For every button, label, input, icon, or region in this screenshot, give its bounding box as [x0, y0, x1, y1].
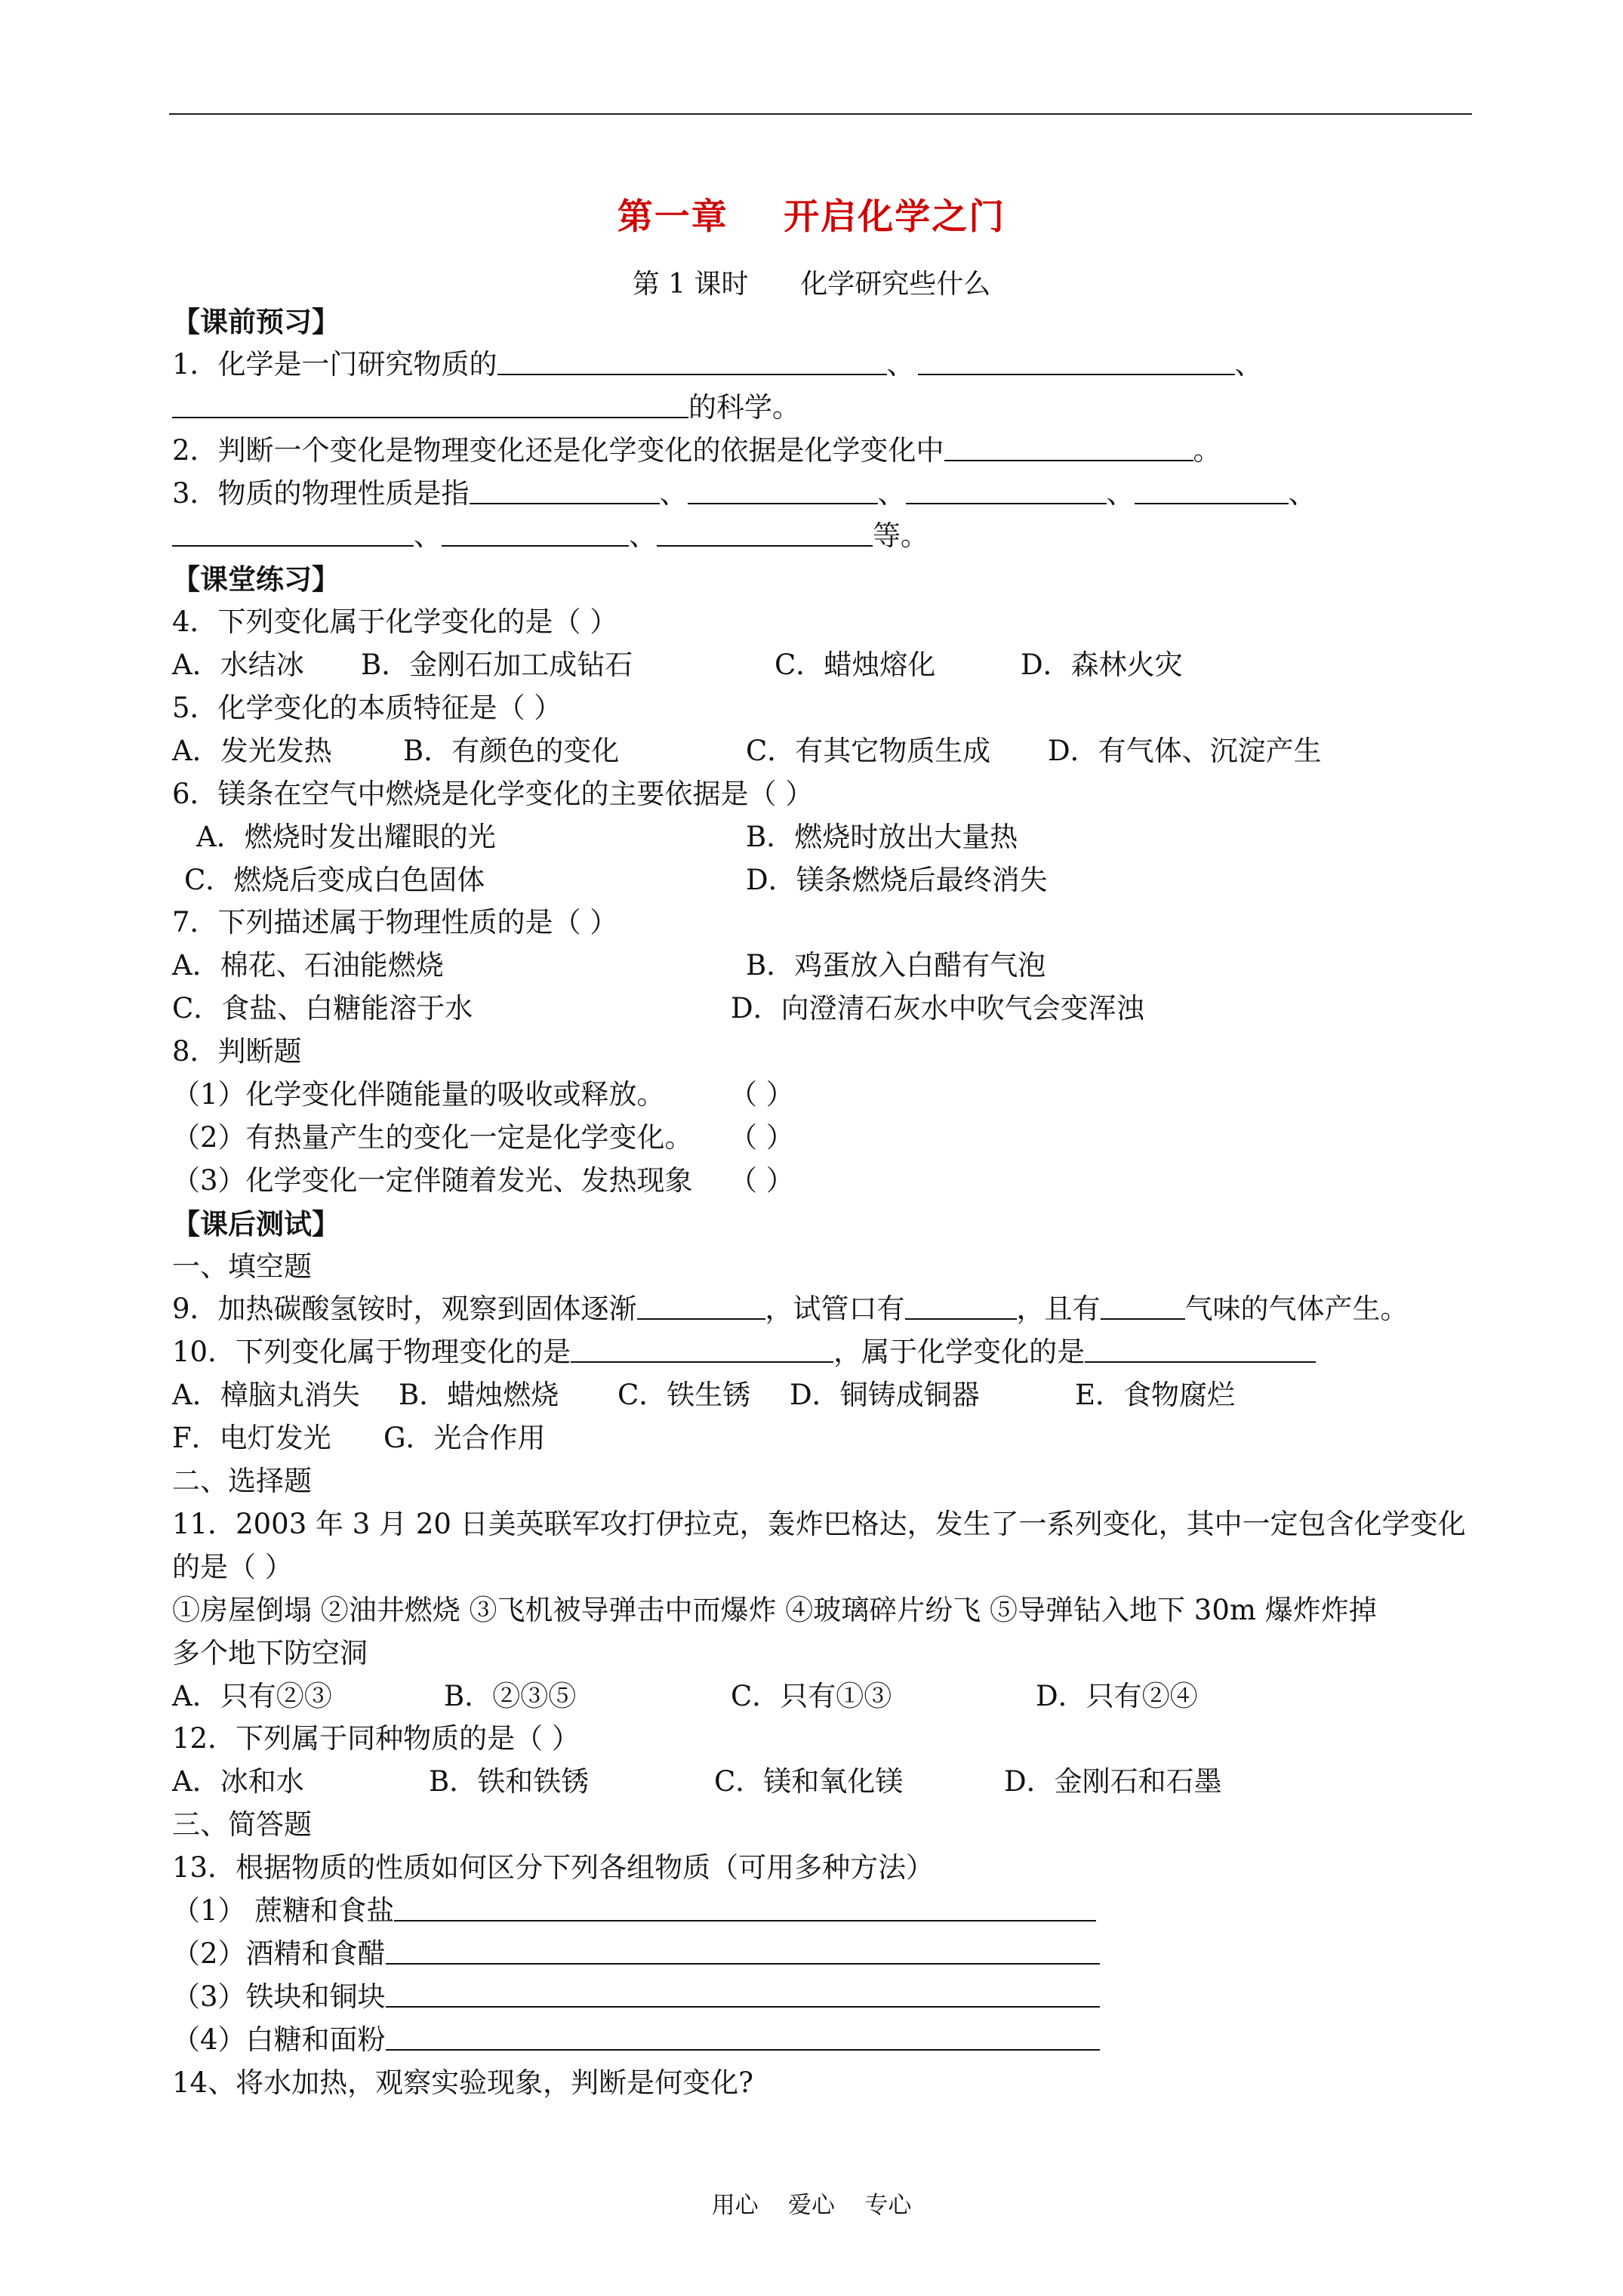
- question-4-options: [172, 644, 1493, 687]
- answer-blank[interactable]: [657, 516, 873, 547]
- question-10-stem: 10．下列变化属于物理变化的是 ，属于化学变化的是: [172, 1331, 1493, 1374]
- answer-paren[interactable]: （ ）: [729, 1163, 794, 1197]
- option-d[interactable]: D．森林火灾: [1021, 649, 1183, 682]
- option-a[interactable]: A．冰和水: [172, 1765, 304, 1798]
- question-2: 2．判断一个变化是物理变化还是化学变化的依据是化学变化中 。: [172, 430, 1493, 473]
- chapter-title: 第一章 开启化学之门: [617, 196, 1006, 238]
- answer-blank[interactable]: [637, 1290, 765, 1320]
- question-3-line-2: 、 、 等。: [172, 515, 1493, 558]
- question-6-options-row-2: [172, 859, 1493, 902]
- question-8-item-2: （2）有热量产生的变化一定是化学变化。 （ ）: [172, 1117, 1493, 1160]
- option-b[interactable]: B．燃烧时放出大量热: [746, 820, 1018, 853]
- question-3-line-1: 3．物质的物理性质是指 、 、 、 、: [172, 473, 1493, 516]
- question-8-item-1: （1）化学变化伴随能量的吸收或释放。 （ ）: [172, 1074, 1493, 1117]
- answer-blank[interactable]: [386, 1977, 1100, 2008]
- question-1-line-2: 的科学。: [172, 387, 1493, 430]
- question-1-line-1: 1．化学是一门研究物质的 、 、: [172, 344, 1493, 387]
- option-b[interactable]: B．鸡蛋放入白醋有气泡: [746, 949, 1046, 982]
- option-c[interactable]: C．镁和氧化镁: [714, 1765, 904, 1798]
- question-8-item-3: （3）化学变化一定伴随着发光、发热现象 （ ）: [172, 1160, 1493, 1203]
- option-a[interactable]: A．水结冰: [172, 649, 304, 682]
- question-4-stem: 4．下列变化属于化学变化的是（ ）: [172, 606, 618, 639]
- answer-blank[interactable]: [906, 474, 1107, 504]
- part-multiple-choice: 二、选择题: [172, 1465, 312, 1498]
- option-e[interactable]: E．食物腐烂: [1075, 1379, 1236, 1412]
- option-a[interactable]: A．棉花、石油能燃烧: [172, 949, 444, 982]
- worksheet-body: [172, 300, 1493, 2104]
- question-13-item-4: （4）白糖和面粉: [172, 2019, 1493, 2062]
- answer-blank[interactable]: [1101, 1290, 1185, 1320]
- question-5-stem: 5．化学变化的本质特征是（ ）: [172, 692, 562, 725]
- answer-blank[interactable]: [944, 431, 1193, 461]
- question-12-stem: 12．下列属于同种物质的是（ ）: [172, 1722, 580, 1755]
- option-c[interactable]: C．食盐、白糖能溶于水: [172, 992, 473, 1025]
- answer-blank[interactable]: [571, 1333, 833, 1363]
- question-11-options: [172, 1675, 1493, 1718]
- question-12-options: [172, 1761, 1493, 1804]
- answer-blank[interactable]: [386, 1934, 1100, 1965]
- question-7-options-row-2: [172, 988, 1493, 1031]
- section-preview: 【课前预习】: [172, 305, 340, 338]
- header-rule: [169, 113, 1472, 115]
- question-13-item-1: （1） 蔗糖和食盐: [172, 1890, 1493, 1933]
- question-10-options-row-2: [172, 1417, 1493, 1460]
- section-classwork: 【课堂练习】: [172, 562, 340, 596]
- option-c[interactable]: C．有其它物质生成: [746, 734, 991, 767]
- option-f[interactable]: F．电灯发光: [172, 1422, 331, 1455]
- option-c[interactable]: C．燃烧后变成白色固体: [184, 863, 485, 896]
- answer-blank[interactable]: [172, 388, 688, 418]
- answer-blank[interactable]: [497, 345, 887, 375]
- section-posttest: 【课后测试】: [172, 1207, 340, 1240]
- answer-paren[interactable]: （ ）: [729, 1120, 794, 1154]
- option-c[interactable]: C．只有①③: [731, 1679, 892, 1712]
- question-10-options-row-1b: [172, 1374, 1493, 1417]
- answer-blank[interactable]: [172, 516, 414, 547]
- option-b[interactable]: B．金刚石加工成钻石: [361, 649, 633, 682]
- option-c[interactable]: C．铁生锈: [617, 1379, 751, 1412]
- question-6-options-row-1: [172, 816, 1493, 859]
- question-7-stem: 7．下列描述属于物理性质的是（ ）: [172, 906, 618, 939]
- question-6-stem: 6．镁条在空气中燃烧是化学变化的主要依据是（ ）: [172, 777, 814, 810]
- option-a[interactable]: A．燃烧时发出耀眼的光: [196, 820, 496, 853]
- option-d[interactable]: D．向澄清石灰水中吹气会变浑浊: [731, 992, 1144, 1025]
- answer-paren[interactable]: （ ）: [729, 1078, 794, 1111]
- answer-blank[interactable]: [394, 1891, 1096, 1922]
- option-a[interactable]: A．樟脑丸消失: [172, 1379, 360, 1412]
- question-11-line-1: 11．2003 年 3 月 20 日美英联军攻打伊拉克，轰炸巴格达，发生了一系列变化，其中一定包含化学变化: [172, 1507, 1466, 1540]
- answer-blank[interactable]: [470, 474, 660, 504]
- option-a[interactable]: A．只有②③: [172, 1679, 332, 1712]
- question-11-line-2: 的是（ ）: [172, 1550, 293, 1583]
- answer-blank[interactable]: [442, 516, 629, 547]
- question-11-line-4: 多个地下防空洞: [172, 1636, 368, 1669]
- answer-blank[interactable]: [688, 474, 878, 504]
- option-a[interactable]: A．发光发热: [172, 734, 332, 767]
- answer-blank[interactable]: [905, 1290, 1017, 1320]
- question-5-options: [172, 730, 1493, 773]
- question-13-item-2: （2）酒精和食醋: [172, 1933, 1493, 1976]
- answer-blank[interactable]: [386, 2020, 1100, 2051]
- option-b[interactable]: B．铁和铁锈: [429, 1765, 590, 1798]
- option-d[interactable]: D．有气体、沉淀产生: [1048, 734, 1322, 767]
- option-b[interactable]: B．有颜色的变化: [403, 734, 620, 767]
- question-13-item-3: （3）铁块和铜块: [172, 1976, 1493, 2019]
- question-14: 14、将水加热，观察实验现象，判断是何变化?: [172, 2066, 753, 2099]
- option-d[interactable]: D．金刚石和石墨: [1004, 1765, 1222, 1798]
- option-c[interactable]: C．蜡烛熔化: [775, 649, 936, 682]
- option-b[interactable]: B．②③⑤: [444, 1679, 577, 1712]
- option-g[interactable]: G．光合作用: [383, 1422, 546, 1455]
- option-b[interactable]: B．蜡烛燃烧: [399, 1379, 559, 1412]
- question-9: 9．加热碳酸氢铵时，观察到固体逐渐 ，试管口有 ，且有 气味的气体产生。: [172, 1288, 1493, 1331]
- answer-blank[interactable]: [918, 345, 1235, 375]
- part-short-answer: 三、简答题: [172, 1808, 312, 1841]
- option-d[interactable]: D．铜铸成铜器: [790, 1379, 980, 1412]
- option-d[interactable]: D．镁条燃烧后最终消失: [746, 863, 1048, 896]
- option-d[interactable]: D．只有②④: [1036, 1679, 1198, 1712]
- question-13-stem: 13．根据物质的性质如何区分下列各组物质（可用多种方法）: [172, 1851, 935, 1885]
- page-footer: 用心 爱心 专心: [711, 2192, 912, 2219]
- answer-blank[interactable]: [1135, 474, 1289, 504]
- answer-blank[interactable]: [1085, 1333, 1316, 1363]
- lesson-subtitle: 第 1 课时 化学研究些什么: [632, 269, 991, 300]
- question-8-stem: 8．判断题: [172, 1035, 302, 1068]
- question-7-options-row-1: [172, 945, 1493, 988]
- part-fill-blank: 一、填空题: [172, 1250, 312, 1283]
- question-11-line-3: ①房屋倒塌 ②油井燃烧 ③飞机被导弹击中而爆炸 ④玻璃碎片纷飞 ⑤导弹钻入地下 30m 爆炸炸掉: [172, 1593, 1377, 1626]
